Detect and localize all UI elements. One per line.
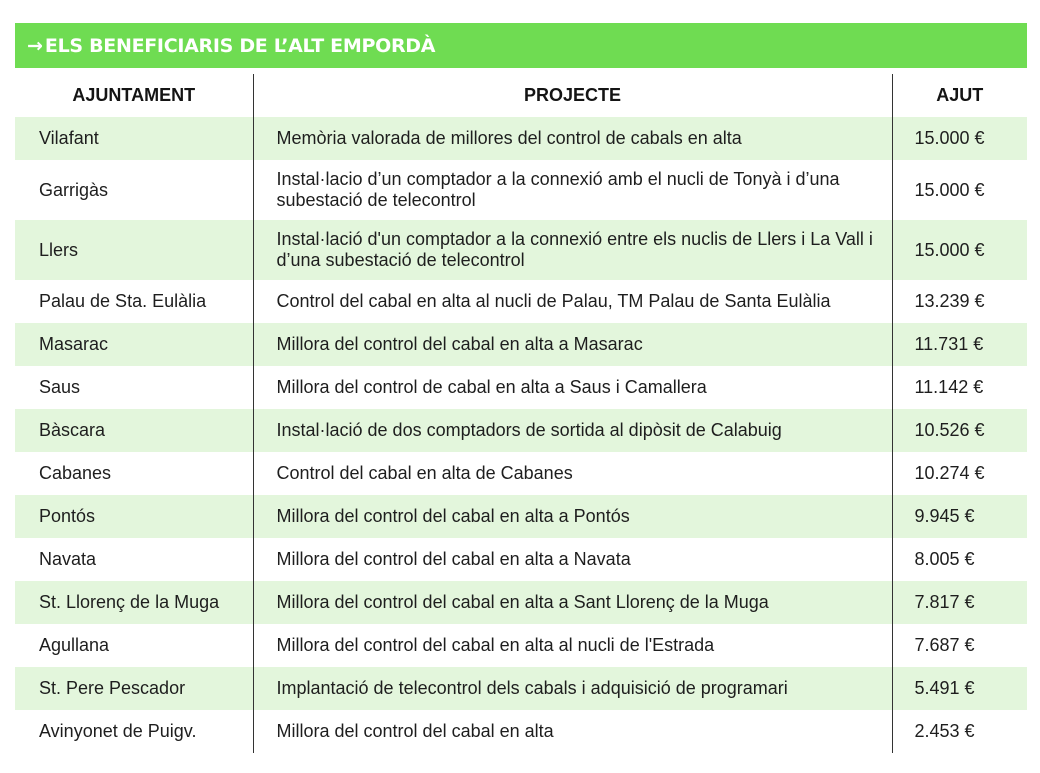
cell-projecte: Millora del control del cabal en alta: [253, 710, 892, 753]
cell-ajut: 10.526 €: [892, 409, 1027, 452]
cell-projecte: Instal·lacio d’un comptador a la connexió amb el nucli de Tonyà i d’una subestació de telecontrol: [253, 160, 892, 220]
cell-projecte: Millora del control del cabal en alta al nucli de l'Estrada: [253, 624, 892, 667]
beneficiaries-table: [15, 74, 1027, 753]
table-row: [15, 667, 1027, 710]
cell-ajuntament: Cabanes: [39, 463, 112, 483]
cell-projecte: Millora del control del cabal en alta a Masarac: [253, 323, 892, 366]
cell-ajuntament: Avinyonet de Puigv.: [39, 721, 197, 741]
table-row: [15, 280, 1027, 323]
table-row: [15, 160, 1027, 220]
table-title: ELS BENEFICIARIS DE L’ALT EMPORDÀ: [44, 34, 436, 57]
cell-ajut: 7.687 €: [914, 635, 975, 655]
table-title-bar: [15, 23, 1027, 68]
table-header-row: [15, 74, 1027, 117]
arrow-right-icon: →: [27, 34, 43, 57]
cell-ajut: 7.817 €: [892, 581, 1027, 624]
cell-ajut: 8.005 €: [914, 549, 975, 569]
cell-ajut: 15.000 €: [892, 220, 1027, 280]
cell-ajut: 10.274 €: [914, 463, 985, 483]
cell-ajuntament: Agullana: [39, 635, 110, 655]
column-header-projecte: PROJECTE: [253, 74, 892, 117]
cell-ajuntament: Llers: [15, 220, 253, 280]
cell-projecte: Instal·lació d'un comptador a la connexió entre els nuclis de Llers i La Vall i d’una subestació de telecontrol: [253, 220, 892, 280]
table-row: [15, 452, 1027, 495]
cell-ajuntament: Garrigàs: [39, 179, 109, 200]
cell-ajuntament: Masarac: [15, 323, 253, 366]
cell-ajuntament: Vilafant: [15, 117, 253, 160]
cell-projecte: Implantació de telecontrol dels cabals i adquisició de programari: [253, 667, 892, 710]
table-row: [15, 538, 1027, 581]
cell-ajuntament: St. Pere Pescador: [15, 667, 253, 710]
cell-ajuntament: Pontós: [15, 495, 253, 538]
cell-projecte: Millora del control del cabal en alta a Pontós: [253, 495, 892, 538]
cell-projecte: Control del cabal en alta al nucli de Palau, TM Palau de Santa Eulàlia: [253, 280, 892, 323]
table-row: [15, 366, 1027, 409]
cell-ajut: 9.945 €: [892, 495, 1027, 538]
cell-ajut: 2.453 €: [914, 721, 975, 741]
cell-ajut: 15.000 €: [892, 117, 1027, 160]
cell-ajuntament: St. Llorenç de la Muga: [15, 581, 253, 624]
cell-projecte: Memòria valorada de millores del control de cabals en alta: [253, 117, 892, 160]
cell-projecte: Millora del control del cabal en alta a Navata: [253, 538, 892, 581]
column-header-ajut: AJUT: [936, 85, 984, 105]
cell-projecte: Millora del control de cabal en alta a Saus i Camallera: [253, 366, 892, 409]
cell-ajut: 11.142 €: [914, 377, 984, 397]
beneficiaries-table-container: [15, 74, 1027, 753]
table-row: [15, 495, 1027, 538]
table-row: [15, 117, 1027, 160]
cell-ajuntament: Navata: [39, 549, 97, 569]
cell-ajut: 13.239 €: [914, 291, 985, 311]
table-row: [15, 220, 1027, 280]
table-row: [15, 581, 1027, 624]
table-row: [15, 409, 1027, 452]
cell-ajut: 15.000 €: [914, 179, 985, 200]
table-row: [15, 624, 1027, 667]
cell-projecte: Control del cabal en alta de Cabanes: [253, 452, 892, 495]
cell-ajuntament: Palau de Sta. Eulàlia: [39, 291, 207, 311]
cell-ajuntament: Bàscara: [15, 409, 253, 452]
table-row: [15, 323, 1027, 366]
cell-ajuntament: Saus: [39, 377, 81, 397]
cell-projecte: Instal·lació de dos comptadors de sortida al dipòsit de Calabuig: [253, 409, 892, 452]
cell-ajut: 11.731 €: [892, 323, 1027, 366]
column-header-ajuntament: AJUNTAMENT: [72, 85, 196, 105]
cell-ajut: 5.491 €: [892, 667, 1027, 710]
cell-projecte: Millora del control del cabal en alta a Sant Llorenç de la Muga: [253, 581, 892, 624]
table-row: [15, 710, 1027, 753]
